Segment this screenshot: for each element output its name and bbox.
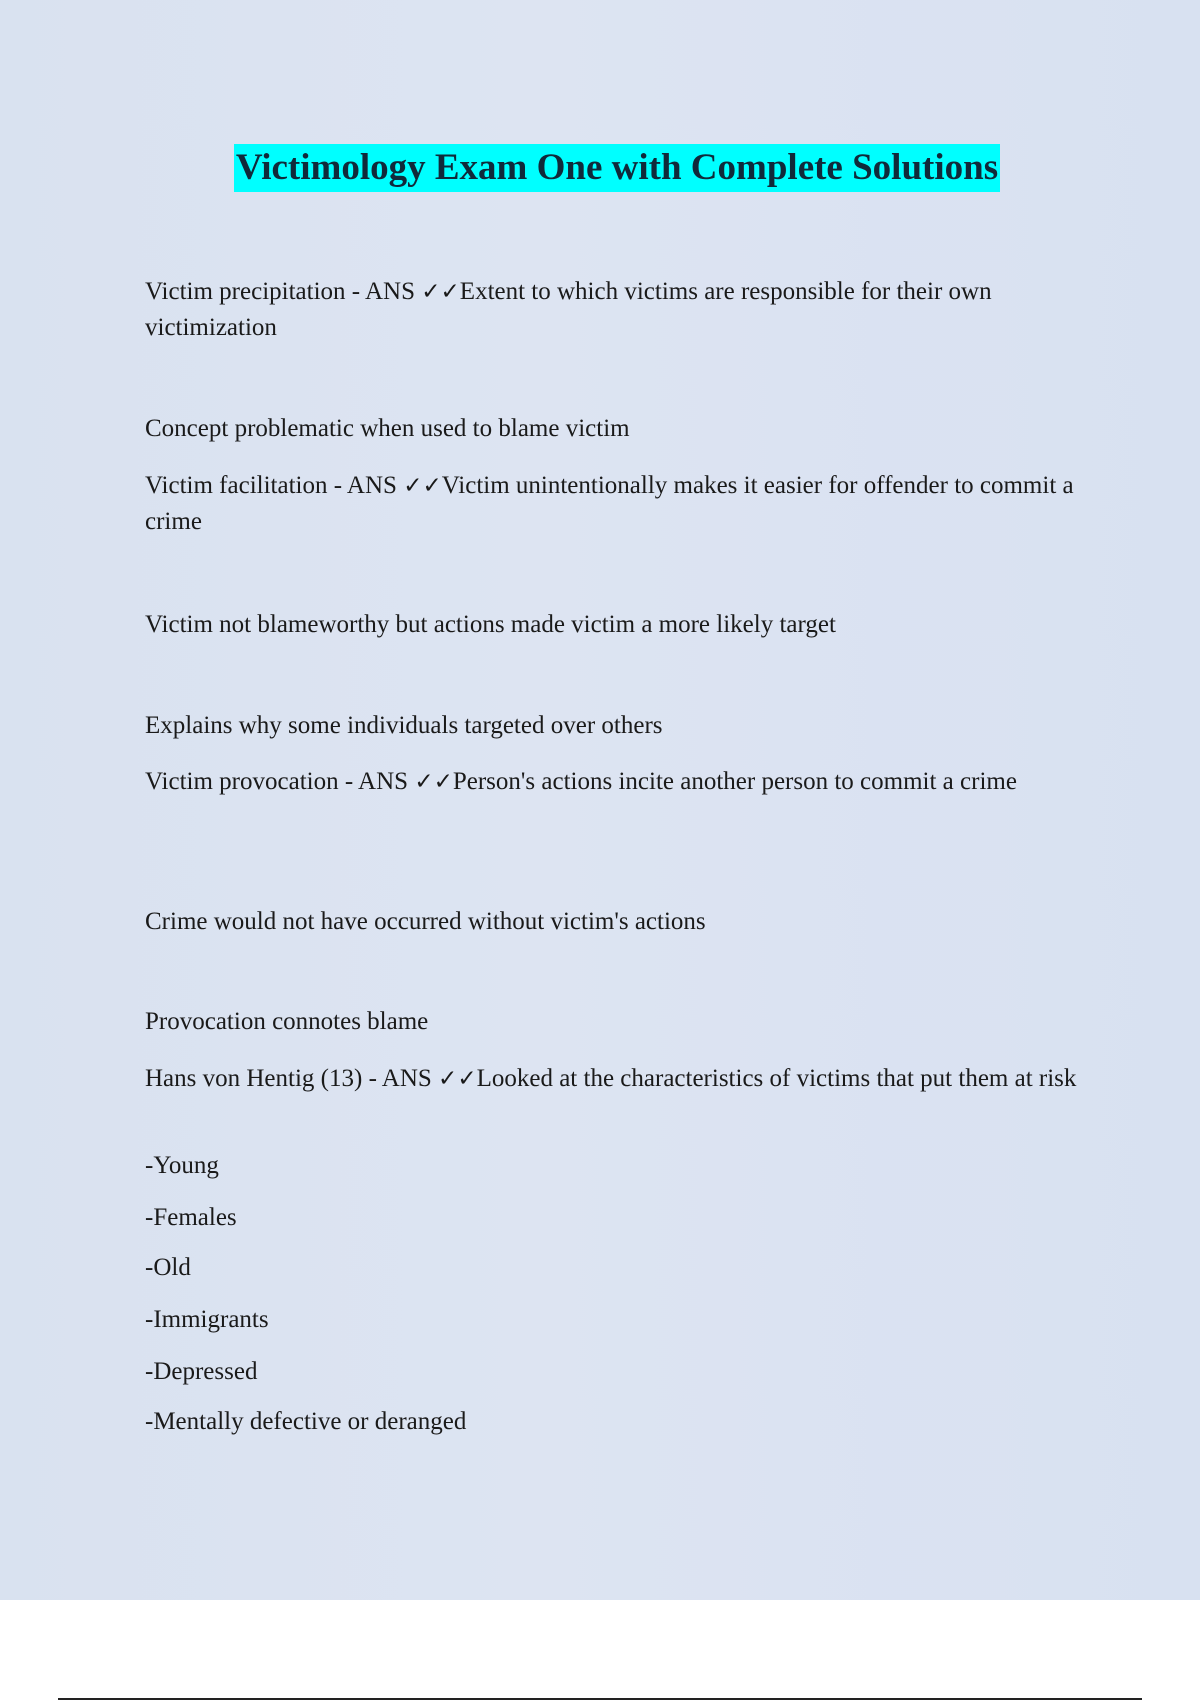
checkmark-icon: ✓✓ <box>403 473 442 499</box>
entry-term: Victim precipitation - <box>145 278 365 305</box>
note-line: Explains why some individuals targeted over others <box>145 712 663 739</box>
list-item: -Old <box>145 1254 191 1281</box>
qa-entry-victim-provocation <box>145 764 1080 800</box>
ans-label: ANS <box>358 768 409 795</box>
qa-entry-victim-facilitation <box>145 468 1080 540</box>
entry-term: Hans von Hentig (13) - <box>145 1065 382 1092</box>
ans-label: ANS <box>364 278 415 305</box>
list-item: -Immigrants <box>145 1306 269 1333</box>
list-item: -Females <box>145 1204 237 1231</box>
entry-answer: Extent to which victims are responsible for their own victimization <box>145 278 992 341</box>
checkmark-icon: ✓✓ <box>438 1066 477 1092</box>
note-line: Victim not blameworthy but actions made victim a more likely target <box>145 611 836 638</box>
checkmark-icon: ✓✓ <box>421 279 460 305</box>
note-line: Provocation connotes blame <box>145 1008 429 1035</box>
entry-answer: Looked at the characteristics of victims that put them at risk <box>476 1065 1077 1092</box>
entry-answer: Victim unintentionally makes it easier for offender to commit a crime <box>145 472 1074 535</box>
entry-answer: Person's actions incite another person to commit a crime <box>452 768 1017 795</box>
note-line: Concept problematic when used to blame victim <box>145 415 630 442</box>
entry-term: Victim provocation - <box>145 768 359 795</box>
ans-label: ANS <box>346 472 397 499</box>
checkmark-icon: ✓✓ <box>414 769 453 795</box>
list-item: -Young <box>145 1152 219 1179</box>
note-line: Crime would not have occurred without victim's actions <box>145 908 706 935</box>
entry-term: Victim facilitation - <box>145 472 347 499</box>
qa-entry-hans-von-hentig <box>145 1061 1080 1097</box>
list-item: -Mentally defective or deranged <box>145 1408 467 1435</box>
title-container <box>0 144 1200 192</box>
list-item: -Depressed <box>145 1358 258 1385</box>
ans-label: ANS <box>381 1065 432 1092</box>
qa-entry-victim-precipitation <box>145 274 1080 346</box>
document-title: Victimology Exam One with Complete Solutions <box>234 144 1000 192</box>
